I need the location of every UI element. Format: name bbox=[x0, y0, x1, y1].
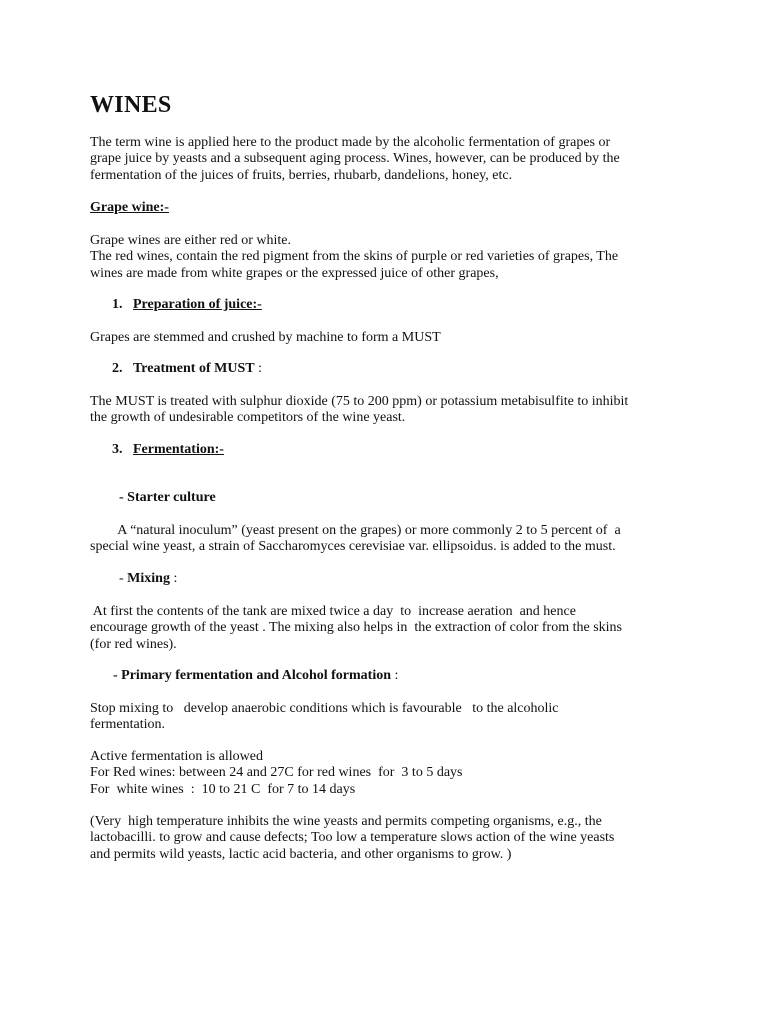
primary-suffix: : bbox=[391, 668, 399, 683]
step2-paragraph bbox=[90, 394, 690, 427]
mixing-paragraph bbox=[90, 604, 690, 653]
step1-number: 1. bbox=[112, 297, 123, 312]
note-line: (Very high temperature inhibits the wine yeasts and permits competing organisms, e.g., the bbox=[90, 814, 602, 829]
starter-heading: - Starter culture bbox=[119, 490, 216, 505]
primary-line: fermentation. bbox=[90, 717, 166, 733]
document-title: WINES bbox=[90, 92, 172, 118]
step1-title: Preparation of juice:- bbox=[133, 297, 262, 312]
grape-wine-paragraph bbox=[90, 233, 690, 282]
grape-wine-line: wines are made from white grapes or the expressed juice of other grapes, bbox=[90, 265, 499, 281]
grape-wine-heading: Grape wine:- bbox=[90, 200, 169, 215]
primary-heading bbox=[113, 668, 398, 684]
note-paragraph bbox=[90, 814, 690, 863]
primary-line: Stop mixing to develop anaerobic conditions which is favourable to the alcoholic bbox=[90, 701, 559, 716]
mixing-title: Mixing bbox=[127, 571, 170, 586]
starter-line: A “natural inoculum” (yeast present on the grapes) or more commonly 2 to 5 percent of a bbox=[90, 523, 621, 538]
mixing-heading bbox=[119, 571, 177, 587]
starter-line: special wine yeast, a strain of Saccharomyces cerevisiae var. ellipsoidus. is added to the must. bbox=[90, 539, 616, 555]
step2-number: 2. bbox=[112, 361, 123, 376]
step3-title: Fermentation:- bbox=[133, 442, 224, 457]
step1-heading bbox=[112, 297, 262, 313]
intro-line: fermentation of the juices of fruits, berries, rhubarb, dandelions, honey, etc. bbox=[90, 167, 513, 183]
active-paragraph bbox=[90, 749, 690, 798]
grape-wine-line: The red wines, contain the red pigment from the skins of purple or red varieties of grapes, The bbox=[90, 249, 619, 265]
primary-title: - Primary fermentation and Alcohol formation bbox=[113, 668, 392, 683]
mixing-prefix: - bbox=[119, 571, 128, 586]
step3-heading bbox=[112, 442, 224, 458]
step1-paragraph bbox=[90, 330, 690, 346]
intro-line: grape juice by yeasts and a subsequent aging process. Wines, however, can be produced by the bbox=[90, 151, 620, 167]
intro-paragraph bbox=[90, 135, 690, 184]
note-line: lactobacilli. to grow and cause defects; Too low a temperature slows action of the wine yeasts bbox=[90, 830, 615, 846]
primary-paragraph bbox=[90, 701, 690, 734]
starter-paragraph bbox=[90, 523, 690, 556]
step3-number: 3. bbox=[112, 442, 123, 457]
step2-line: the growth of undesirable competitors of the wine yeast. bbox=[90, 410, 406, 426]
step2-line: The MUST is treated with sulphur dioxide (75 to 200 ppm) or potassium metabisulfite to inhibit bbox=[90, 394, 629, 409]
mixing-line: encourage growth of the yeast . The mixing also helps in the extraction of color from the skins bbox=[90, 620, 622, 636]
mixing-line: At first the contents of the tank are mixed twice a day to increase aeration and hence bbox=[90, 604, 576, 619]
note-line: and permits wild yeasts, lactic acid bacteria, and other organisms to grow. ) bbox=[90, 846, 512, 862]
active-line: Active fermentation is allowed bbox=[90, 749, 263, 764]
step2-title: Treatment of MUST bbox=[133, 361, 255, 376]
grape-wine-line: Grape wines are either red or white. bbox=[90, 233, 291, 248]
step1-line: Grapes are stemmed and crushed by machine to form a MUST bbox=[90, 330, 441, 345]
step2-suffix: : bbox=[254, 361, 262, 376]
active-line: For Red wines: between 24 and 27C for red wines for 3 to 5 days bbox=[90, 765, 463, 781]
active-line: For white wines : 10 to 21 C for 7 to 14 days bbox=[90, 781, 356, 797]
mixing-suffix: : bbox=[169, 571, 178, 586]
step2-heading bbox=[112, 361, 262, 377]
mixing-line: (for red wines). bbox=[90, 636, 177, 652]
intro-line: The term wine is applied here to the product made by the alcoholic fermentation of grapes or bbox=[90, 135, 611, 150]
